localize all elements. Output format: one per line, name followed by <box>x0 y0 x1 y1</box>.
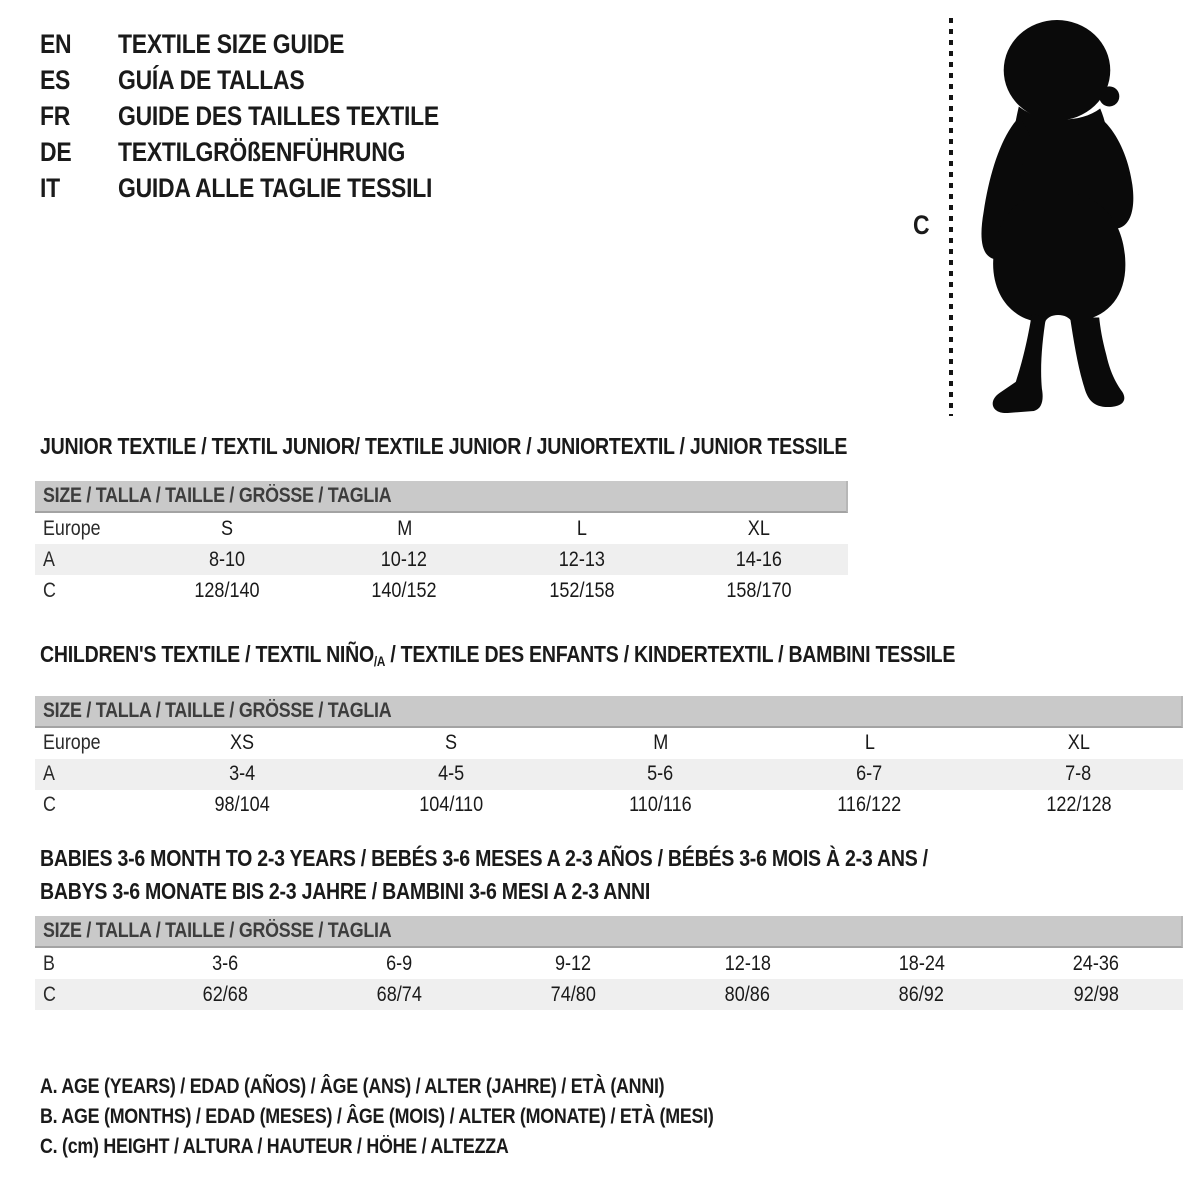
height-cell: 92/98 <box>1073 982 1119 1006</box>
age-cell: 5-6 <box>647 762 674 786</box>
guide-title-it: GUIDA ALLE TAGLIE TESSILI <box>118 172 433 203</box>
language-code: ES <box>40 64 71 95</box>
size-cell: L <box>576 516 587 540</box>
babies-section-title-line2: BABYS 3-6 MONATE BIS 2-3 JAHRE / BAMBINI 3-6 MESI A 2-3 ANNI <box>40 878 651 904</box>
children-row-age <box>35 759 1183 790</box>
months-cell: 3-6 <box>212 951 239 975</box>
section-childrens-textile <box>35 642 1183 821</box>
legend-line-c: C. (cm) HEIGHT / ALTURA / HAUTEUR / HÖHE / ALTEZZA <box>40 1135 509 1158</box>
row-label: Europe <box>43 731 101 755</box>
children-row-height <box>35 790 1183 821</box>
guide-title-en: TEXTILE SIZE GUIDE <box>118 28 345 59</box>
language-row-fr <box>40 98 496 134</box>
legend-block <box>40 1072 832 1162</box>
height-cell: 128/140 <box>194 578 260 602</box>
language-row-de <box>40 134 496 170</box>
row-label: Europe <box>43 516 101 540</box>
junior-row-age <box>35 544 848 575</box>
children-section-title: CHILDREN'S TEXTILE / TEXTIL $NIÑO_{/A}$ / TEXTILE DES ENFANTS / KINDERTEXTIL / BAMBINI TESSILE <box>40 641 956 669</box>
language-row-es <box>40 62 496 98</box>
height-cell: 104/110 <box>419 793 484 817</box>
language-code: EN <box>40 28 72 59</box>
height-cell: 152/158 <box>549 578 615 602</box>
toddler-silhouette-icon <box>963 16 1155 418</box>
babies-size-header-bar: SIZE / TALLA / TAILLE / GRÖSSE / TAGLIA <box>35 916 1183 948</box>
row-label: A <box>43 547 55 571</box>
height-measure-figure <box>905 14 1180 420</box>
row-label: C <box>43 982 56 1006</box>
months-cell: 12-18 <box>724 951 771 975</box>
months-cell: 18-24 <box>898 951 945 975</box>
row-label: C <box>43 578 56 602</box>
age-cell: 4-5 <box>438 762 465 786</box>
height-cell: 74/80 <box>550 982 597 1006</box>
age-cell: 3-4 <box>229 762 256 786</box>
language-title-block <box>40 26 496 206</box>
language-row-it <box>40 170 496 206</box>
children-row-europe <box>35 728 1183 759</box>
height-cell: 68/74 <box>376 982 422 1006</box>
size-cell: L <box>864 731 875 755</box>
nino-a-subscript: /A <box>373 653 386 669</box>
age-cell: 14-16 <box>736 547 783 571</box>
age-cell: 7-8 <box>1065 762 1092 786</box>
height-cell: 80/86 <box>724 982 771 1006</box>
age-cell: 6-7 <box>856 762 883 786</box>
section-junior-textile <box>35 434 848 606</box>
age-cell: 10-12 <box>381 547 428 571</box>
age-cell: 12-13 <box>558 547 605 571</box>
age-cell: 8-10 <box>208 547 245 571</box>
children-size-header-bar: SIZE / TALLA / TAILLE / GRÖSSE / TAGLIA <box>35 696 1183 728</box>
months-cell: 6-9 <box>386 951 413 975</box>
measure-label-c: C <box>913 210 930 240</box>
babies-row-height <box>35 979 1183 1010</box>
height-cell: 122/128 <box>1045 793 1112 817</box>
size-cell: XS <box>230 731 255 755</box>
guide-title-de: TEXTILGRÖßENFÜHRUNG <box>118 136 406 167</box>
section-babies-textile <box>35 846 1183 1010</box>
size-cell: XL <box>748 516 771 540</box>
row-label: A <box>43 762 55 786</box>
size-cell: M <box>652 731 669 755</box>
size-cell: S <box>220 516 233 540</box>
guide-title-fr: GUIDE DES TAILLES TEXTILE <box>118 100 439 131</box>
months-cell: 24-36 <box>1072 951 1120 975</box>
language-code: DE <box>40 136 72 167</box>
height-cell: 62/68 <box>202 982 248 1006</box>
height-cell: 110/116 <box>629 793 692 817</box>
babies-row-months <box>35 948 1183 979</box>
size-cell: M <box>396 516 412 540</box>
junior-row-height <box>35 575 848 606</box>
height-cell: 158/170 <box>726 578 792 602</box>
junior-size-header-bar: SIZE / TALLA / TAILLE / GRÖSSE / TAGLIA <box>35 481 848 513</box>
row-label: C <box>43 793 56 817</box>
junior-section-title: JUNIOR TEXTILE / TEXTIL JUNIOR/ TEXTILE JUNIOR / JUNIORTEXTIL / JUNIOR TESSILE <box>40 433 848 459</box>
row-label: B <box>43 951 55 975</box>
months-cell: 9-12 <box>555 951 592 975</box>
guide-title-es: GUÍA DE TALLAS <box>118 64 305 95</box>
size-cell: XL <box>1067 731 1090 755</box>
junior-row-europe <box>35 513 848 544</box>
legend-line-a: A. AGE (YEARS) / EDAD (AÑOS) / ÂGE (ANS) / ALTER (JAHRE) / ETÀ (ANNI) <box>40 1075 665 1098</box>
babies-section-title-line1: BABIES 3-6 MONTH TO 2-3 YEARS / BEBÉS 3-6 MESES A 2-3 AÑOS / BÉBÉS 3-6 MOIS À 2-3 ANS / <box>40 845 928 871</box>
height-cell: 86/92 <box>899 982 945 1006</box>
language-code: IT <box>40 172 60 203</box>
height-cell: 140/152 <box>371 578 437 602</box>
language-row-en <box>40 26 496 62</box>
size-cell: S <box>445 731 458 755</box>
height-cell: 98/104 <box>214 793 271 817</box>
language-code: FR <box>40 100 71 131</box>
height-dashed-line <box>949 18 953 416</box>
height-cell: 116/122 <box>837 793 902 817</box>
legend-line-b: B. AGE (MONTHS) / EDAD (MESES) / ÂGE (MOIS) / ALTER (MONATE) / ETÀ (MESI) <box>40 1105 714 1128</box>
